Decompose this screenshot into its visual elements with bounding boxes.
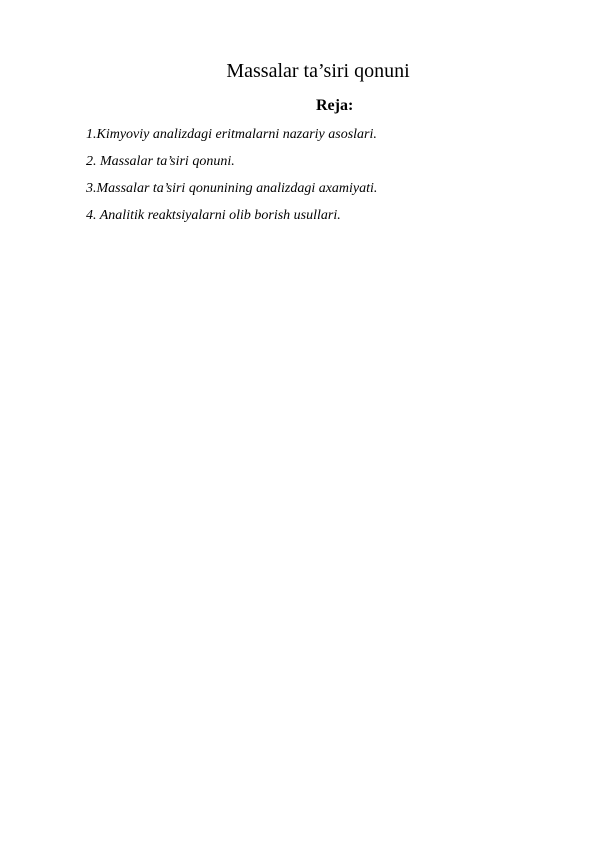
plan-item-2: 2. Massalar ta’siri qonuni. <box>86 154 235 169</box>
plan-heading: Reja: <box>316 97 354 114</box>
plan-item-3: 3.Massalar ta’siri qonunining analizdagi axamiyati. <box>86 181 378 196</box>
document-title: Massalar ta’siri qonuni <box>226 60 410 82</box>
plan-list <box>86 126 377 234</box>
plan-item-4: 4. Analitik reaktsiyalarni olib borish usullari. <box>86 208 341 223</box>
plan-item-1: 1.Kimyoviy analizdagi eritmalarni nazariy asoslari. <box>86 127 377 142</box>
